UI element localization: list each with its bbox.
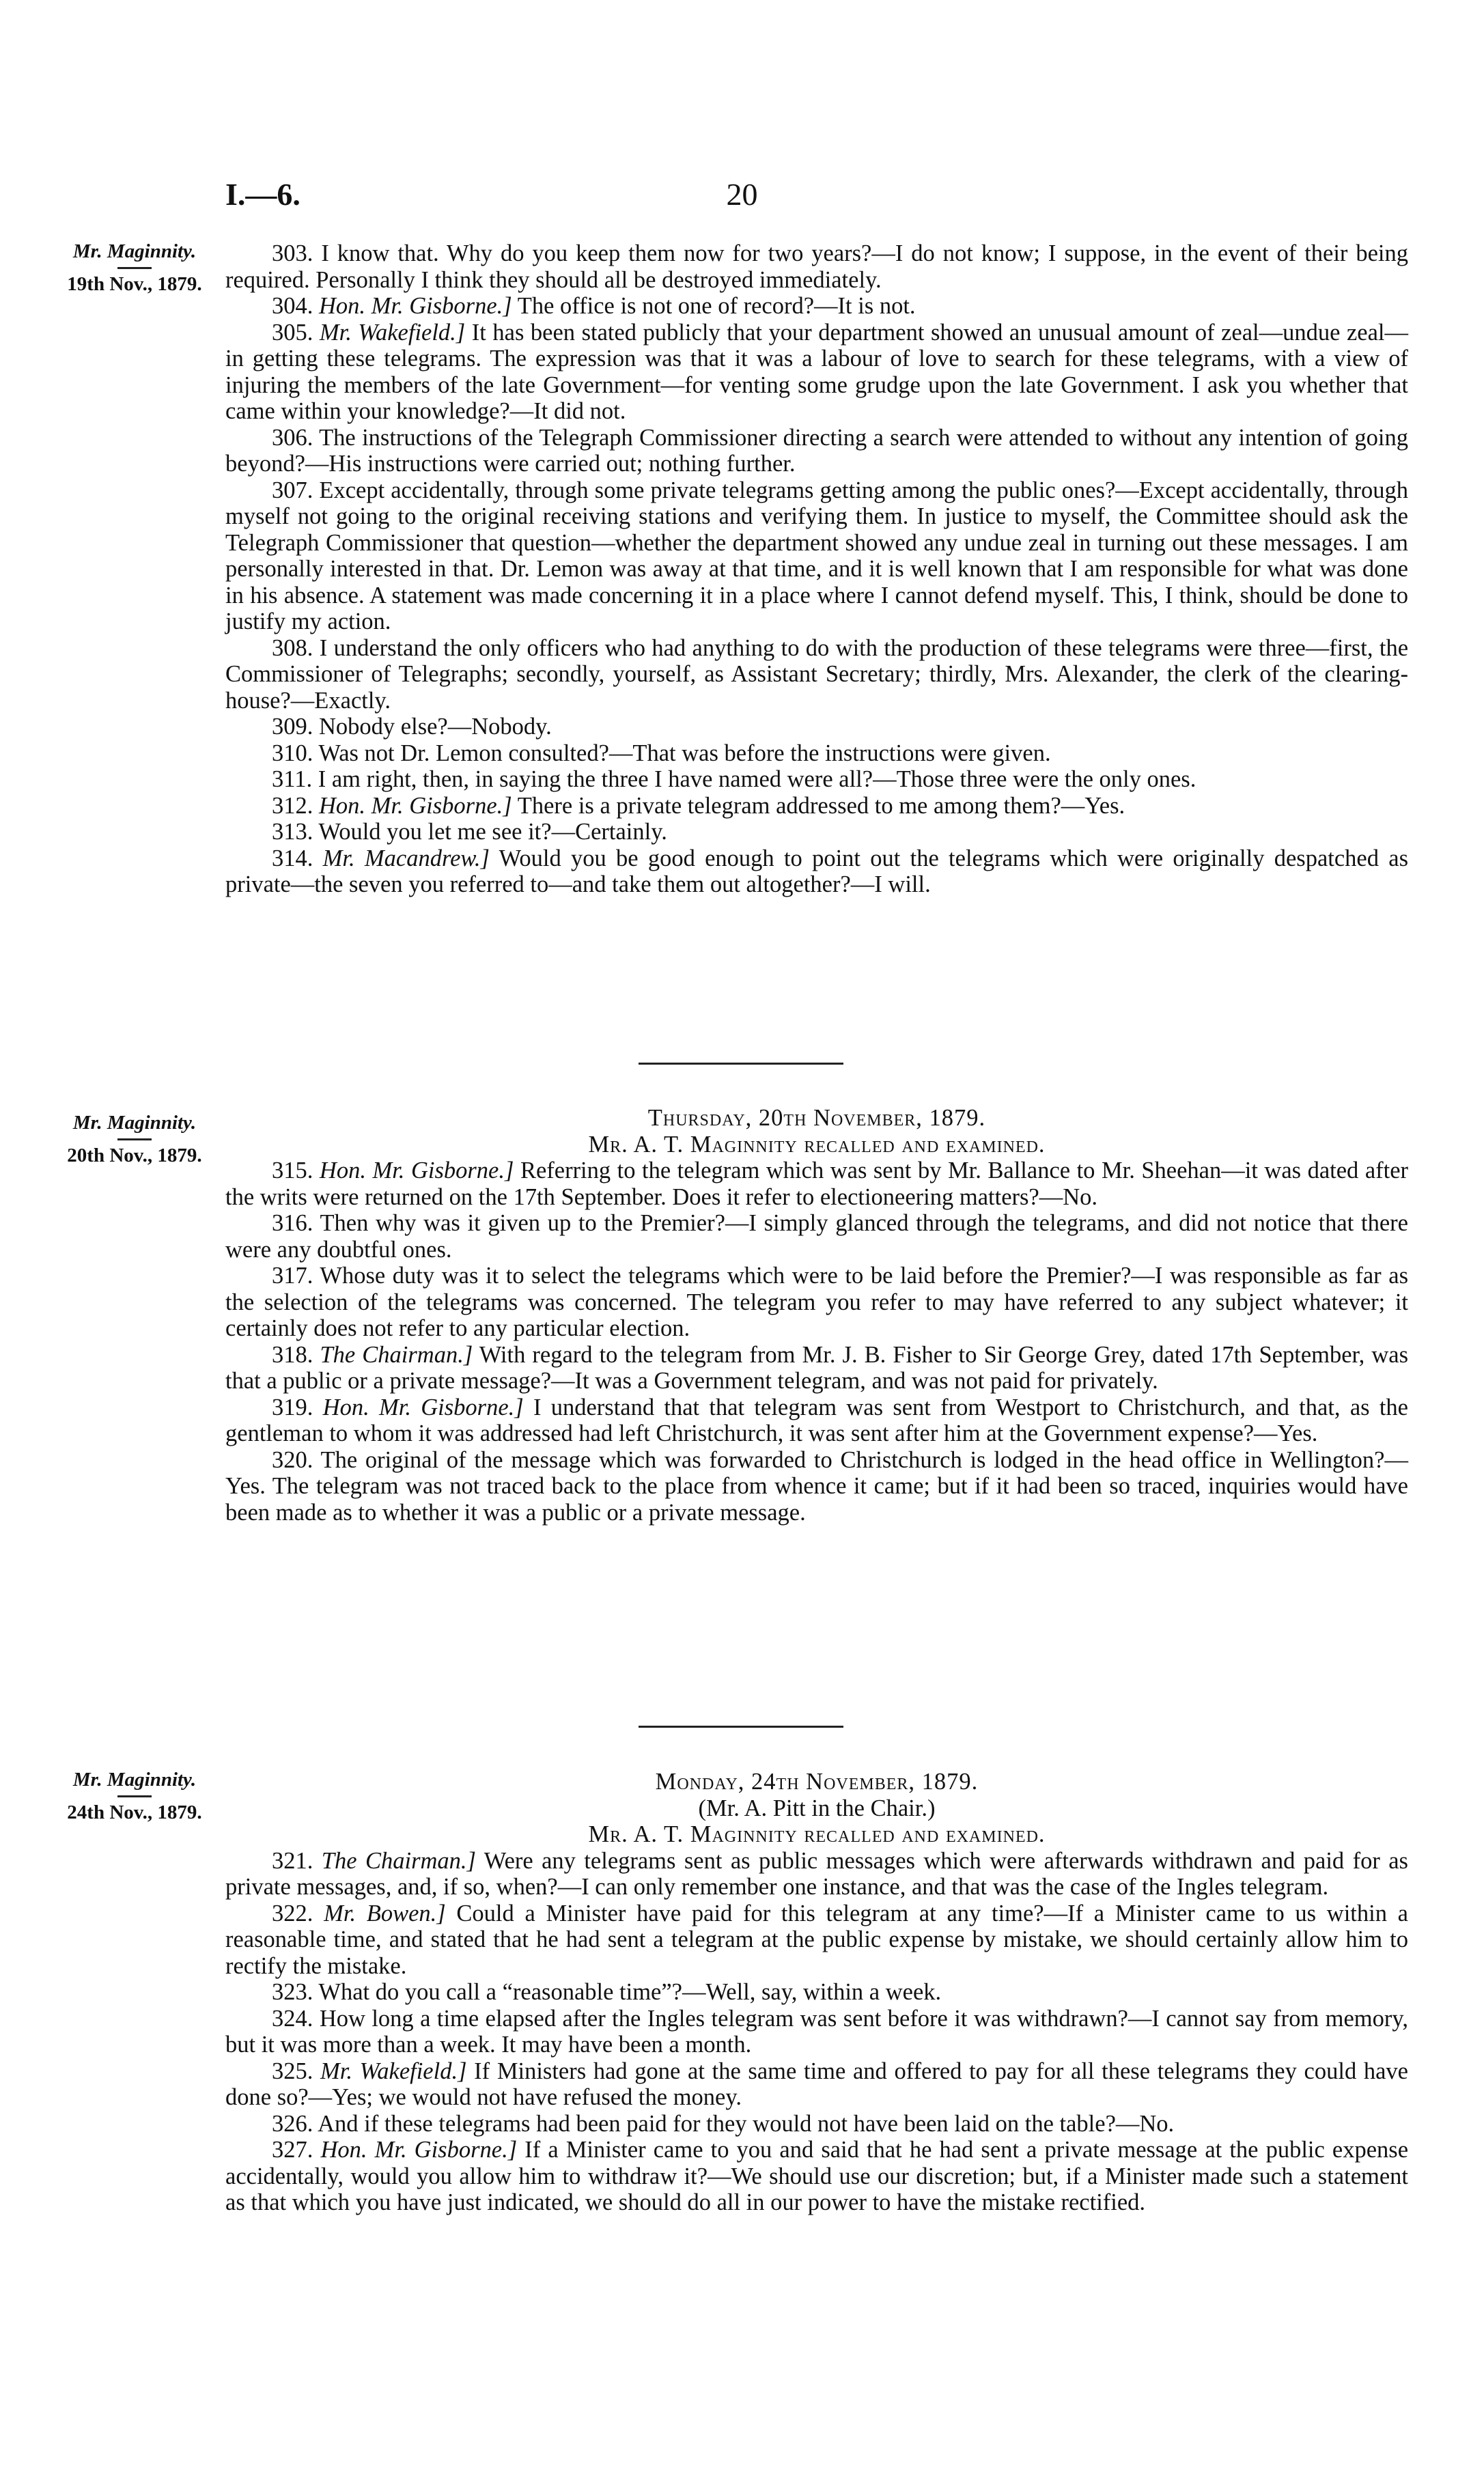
question-number: 317. — [272, 1263, 313, 1289]
margin-note-3 — [49, 1769, 220, 1824]
sitting-date-heading: Thursday, 20th November, 1879. — [647, 1105, 986, 1131]
question-number: 323. — [272, 1979, 313, 2005]
question-number: 310. — [272, 740, 313, 766]
question-number: 309. — [272, 714, 313, 740]
question-text: How long a time elapsed after the Ingles telegram was sent before it was withdrawn?—I cannot say from memory, but it was more than a week. It may have been a month. — [225, 2005, 1409, 2058]
question-text: The office is not one of record?—It is not. — [517, 293, 916, 319]
question-number: 325. — [272, 2058, 313, 2084]
question-number: 326. — [272, 2110, 313, 2137]
evidence-section-2 — [225, 1105, 1408, 1526]
question-number: 327. — [272, 2137, 313, 2163]
question-paragraph — [225, 2137, 1408, 2216]
question-paragraph — [225, 2111, 1408, 2137]
speaker-name: Mr. Macandrew.] — [322, 845, 490, 871]
margin-note-1 — [49, 240, 220, 296]
question-paragraph — [225, 1979, 1408, 2006]
question-paragraph — [225, 1158, 1408, 1210]
question-number: 318. — [272, 1341, 313, 1368]
question-number: 308. — [272, 634, 313, 661]
margin-rule — [117, 1795, 152, 1797]
question-number: 314. — [272, 845, 313, 871]
question-text: It has been stated publicly that your department showed an unusual amount of zeal—undue zeal—in getting these telegrams. The expression was that it was a labour of love to search for these telegrams, with a view of injuring the members of the late Government—for venting some grudge upon the late Government. I ask you whether that came within your knowledge?—It did not. — [225, 319, 1409, 424]
question-text: Would you let me see it?—Certainly. — [318, 819, 667, 845]
speaker-name: Hon. Mr. Gisborne.] — [319, 792, 512, 819]
question-paragraph — [225, 740, 1408, 767]
question-paragraph — [225, 477, 1408, 635]
question-paragraph — [225, 1342, 1408, 1394]
margin-witness-name: Mr. Maginnity. — [72, 240, 197, 262]
question-number: 315. — [272, 1158, 313, 1183]
margin-rule — [117, 267, 152, 269]
question-paragraph — [225, 240, 1408, 293]
question-text: What do you call a “reasonable time”?—Well, say, within a week. — [318, 1979, 942, 2005]
margin-witness-name: Mr. Maginnity. — [72, 1769, 197, 1791]
question-text: If Ministers had gone at the same time and offered to pay for all these telegrams they could have done so?—Yes; we would not have refused the money. — [225, 2058, 1408, 2110]
speaker-name: Hon. Mr. Gisborne.] — [320, 2137, 518, 2163]
margin-witness-name: Mr. Maginnity. — [72, 1112, 197, 1134]
page-number: 20 — [726, 177, 758, 212]
question-text: The original of the message which was forwarded to Christchurch is lodged in the head office in Wellington?—Yes. The telegram was not traced back to the place from whence it came; but if it had been so traced, inquiries would have been made as to whether it was a public or a private message. — [225, 1446, 1408, 1526]
sitting-date-heading: Monday, 24th November, 1879. — [655, 1769, 979, 1795]
question-number: 316. — [272, 1210, 313, 1236]
question-paragraph — [225, 320, 1408, 425]
question-paragraph — [225, 845, 1408, 898]
question-paragraph — [225, 425, 1408, 477]
question-paragraph — [225, 766, 1408, 793]
question-text: And if these telegrams had been paid for they would not have been laid on the table?—No. — [318, 2110, 1175, 2137]
speaker-name: Hon. Mr. Gisborne.] — [322, 1394, 524, 1420]
question-text: I am right, then, in saying the three I have named were all?—Those three were the only ones. — [318, 766, 1196, 792]
question-number: 303. — [272, 240, 313, 266]
speaker-name: Mr. Wakefield.] — [319, 319, 466, 346]
question-paragraph — [225, 1394, 1408, 1447]
question-number: 304. — [272, 293, 313, 319]
question-paragraph — [225, 2006, 1408, 2058]
section-heading: (Mr. A. Pitt in the Chair.) — [698, 1795, 936, 1821]
question-paragraph — [225, 1447, 1408, 1526]
question-text: I know that. Why do you keep them now for two years?—I do not know; I suppose, in the event of their being required. Personally I think they should all be destroyed immediately. — [225, 240, 1408, 293]
question-number: 321. — [272, 1847, 313, 1874]
question-text: Was not Dr. Lemon consulted?—That was before the instructions were given. — [318, 740, 1051, 766]
question-text: If a Minister came to you and said that he had sent a private message at the public expense accidentally, would you allow him to withdraw it?—We should use our discretion; but, if a Minister made such a statement as that which you have just indicated, we should do all in our power to have the mistake rectified. — [225, 2137, 1409, 2215]
section-divider — [639, 1063, 843, 1065]
question-text: The instructions of the Telegraph Commissioner directing a search were attended to without any intention of going beyond?—His instructions were carried out; nothing further. — [225, 424, 1408, 477]
question-text: Would you be good enough to point out the telegrams which were originally despatched as private—the seven you referred to—and take them out altogether?—I will. — [225, 845, 1409, 897]
section-ref: I.—6. — [225, 177, 300, 212]
question-number: 324. — [272, 2005, 313, 2032]
speaker-name: Mr. Wakefield.] — [320, 2058, 467, 2084]
question-paragraph — [225, 714, 1408, 740]
question-number: 311. — [272, 766, 313, 792]
question-text: Referring to the telegram which was sent by Mr. Ballance to Mr. Sheehan—it was dated after the writs were returned on the 17th September. Does it refer to electioneering matters?—No. — [225, 1158, 1409, 1210]
question-paragraph — [225, 293, 1408, 320]
question-paragraph — [225, 819, 1408, 845]
question-number: 320. — [272, 1446, 313, 1473]
question-text: I understand the only officers who had anything to do with the production of these telegrams were three—first, the Commissioner of Telegraphs; secondly, yourself, as Assistant Secretary; thirdly, Mrs. Alexander, the clerk of the clearing-house?—Exactly. — [225, 634, 1409, 714]
margin-date: 20th Nov., 1879. — [67, 1145, 202, 1166]
margin-note-2 — [49, 1112, 220, 1167]
question-paragraph — [225, 793, 1408, 819]
speaker-name: The Chairman.] — [320, 1341, 473, 1368]
evidence-section-1 — [225, 240, 1408, 898]
question-text: Were any telegrams sent as public messages which were afterwards withdrawn and paid for as private messages, and, if so, when?—I can only remember one instance, and that was the case of the Ingles telegram. — [225, 1847, 1408, 1900]
question-text: Then why was it given up to the Premier?—I simply glanced through the telegrams, and did not notice that there were any doubtful ones. — [225, 1210, 1408, 1263]
margin-date: 24th Nov., 1879. — [67, 1801, 202, 1823]
question-number: 313. — [272, 819, 313, 845]
question-number: 305. — [272, 319, 313, 346]
question-paragraph — [225, 1848, 1408, 1901]
question-paragraph — [225, 635, 1408, 714]
evidence-section-3 — [225, 1769, 1408, 2216]
margin-date: 19th Nov., 1879. — [67, 273, 202, 295]
question-text: Whose duty was it to select the telegrams which were to be laid before the Premier?—I was responsible as far as the selection of the telegrams was concerned. The telegram you refer to may have referred to any subject whatever; it certainly does not refer to any particular election. — [225, 1263, 1408, 1341]
section-heading: Mr. A. T. Maginnity recalled and examined. — [588, 1131, 1046, 1158]
question-number: 306. — [272, 424, 313, 451]
question-text: I understand that that telegram was sent from Westport to Christchurch, and that, as the gentleman to whom it was addressed had left Christchurch, it was sent after him at the Government expense?—Yes. — [225, 1394, 1408, 1446]
question-text: Nobody else?—Nobody. — [319, 714, 552, 740]
speaker-name: Mr. Bowen.] — [324, 1900, 446, 1926]
question-number: 307. — [272, 477, 313, 503]
speaker-name: Hon. Mr. Gisborne.] — [319, 1158, 514, 1183]
question-paragraph — [225, 2058, 1408, 2111]
question-paragraph — [225, 1210, 1408, 1263]
question-text: Except accidentally, through some private telegrams getting among the public ones?—Except accidentally, through myself not going to the original receiving stations and verifying them. In justice to myself, the Committee should ask the Telegraph Commissioner that question—whether the department showed any undue zeal in turning out these messages. I am personally interested in that. Dr. Lemon was away at that time, and it is well known that I am responsible for what was done in his absence. A statement was made concerning it in a place where I cannot defend myself. This, I think, should be done to justify my action. — [225, 477, 1409, 634]
question-number: 319. — [272, 1394, 313, 1420]
speaker-name: Hon. Mr. Gisborne.] — [319, 293, 512, 319]
speaker-name: The Chairman.] — [321, 1847, 476, 1874]
section-divider — [639, 1726, 843, 1728]
question-number: 322. — [272, 1900, 313, 1926]
question-number: 312. — [272, 792, 313, 819]
question-text: Could a Minister have paid for this telegram at any time?—If a Minister came to us within a reasonable time, and stated that he had sent a telegram at the public expense by mistake, we should certainly allow him to rectify the mistake. — [225, 1900, 1408, 1979]
question-paragraph — [225, 1901, 1408, 1980]
section-heading: Mr. A. T. Maginnity recalled and examined. — [588, 1821, 1046, 1847]
margin-rule — [117, 1138, 152, 1140]
question-text: With regard to the telegram from Mr. J. B. Fisher to Sir George Grey, dated 17th September, was that a public or a private message?—It was a Government telegram, and was not paid for privately. — [225, 1341, 1408, 1394]
question-text: There is a private telegram addressed to me among them?—Yes. — [517, 792, 1125, 819]
question-paragraph — [225, 1263, 1408, 1342]
